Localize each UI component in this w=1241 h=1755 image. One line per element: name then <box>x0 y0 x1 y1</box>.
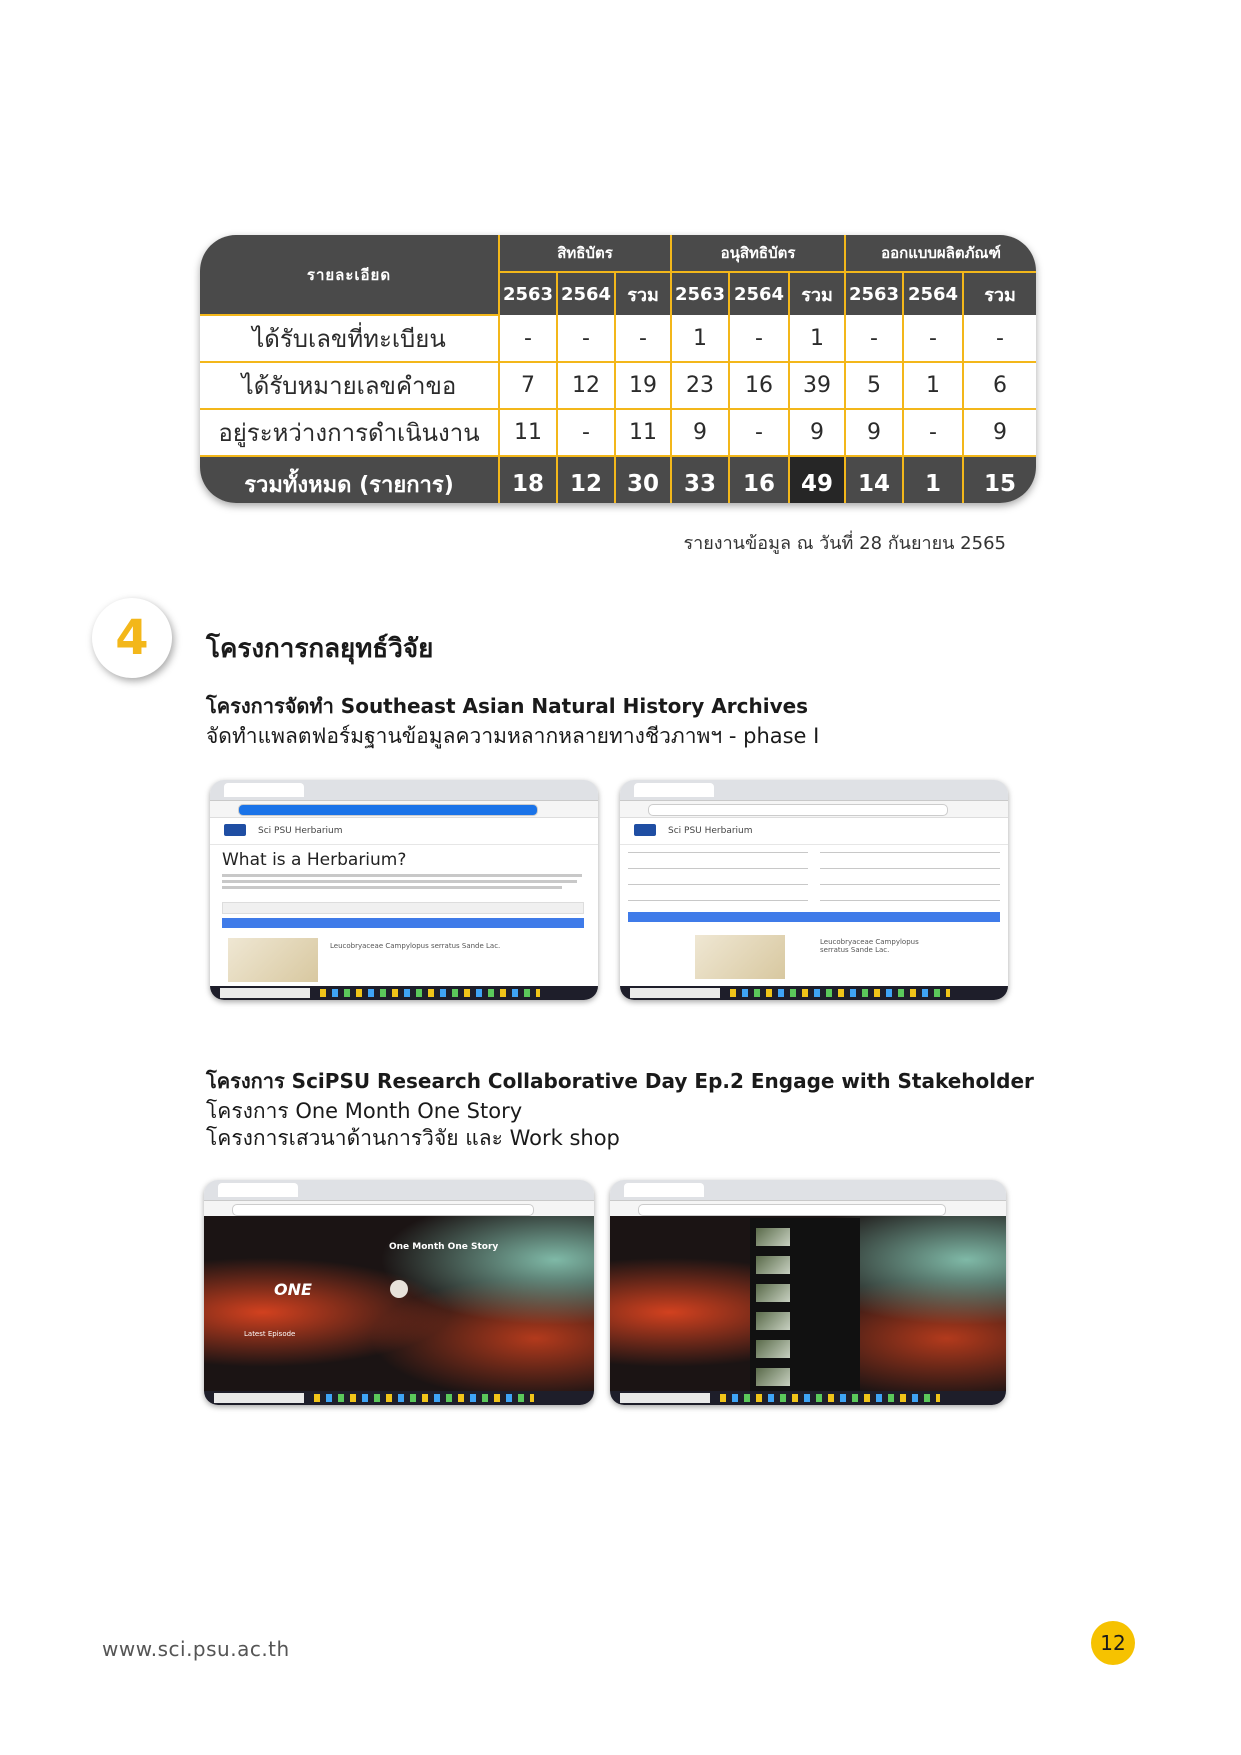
story-logo: ONE <box>274 1280 312 1299</box>
total-label: รวมทั้งหมด (รายการ) <box>200 456 499 503</box>
table-cell: 5 <box>845 362 903 409</box>
year-header: รวม <box>615 272 671 315</box>
avatar <box>390 1280 408 1298</box>
table-cell: 1 <box>671 315 729 362</box>
table-cell: 9 <box>671 409 729 456</box>
row-label: ได้รับเลขที่ทะเบียน <box>200 315 499 362</box>
herbarium-screenshot-home <box>210 780 598 1000</box>
patent-stats-table <box>200 235 1036 503</box>
table-cell: 11 <box>615 409 671 456</box>
total-cell: 30 <box>615 456 671 503</box>
table-cell: 39 <box>789 362 845 409</box>
year-header: 2564 <box>903 272 963 315</box>
table-cell: 23 <box>671 362 729 409</box>
section-title: โครงการกลยุทธ์วิจัย <box>206 634 434 664</box>
section-number-badge: 4 <box>92 598 172 678</box>
story-screenshot-episodes <box>610 1180 1006 1405</box>
table-cell: - <box>845 315 903 362</box>
specimen-caption: Leucobryaceae Campylopus serratus Sande Lac. <box>330 942 501 950</box>
total-cell: 1 <box>903 456 963 503</box>
episode-list <box>750 1218 860 1391</box>
table-cell: 9 <box>789 409 845 456</box>
project1-subtitle: จัดทำแพลตฟอร์มฐานข้อมูลความหลากหลายทางชีวภาพฯ - phase I <box>206 724 820 748</box>
table-corner-label: รายละเอียด <box>200 235 499 315</box>
table-cell: 9 <box>963 409 1036 456</box>
story-page-title: One Month One Story <box>389 1242 499 1252</box>
latest-episode-label: Latest Episode <box>244 1330 296 1338</box>
story-screenshot-home <box>204 1180 594 1405</box>
project2-subtitle-2: โครงการเสวนาด้านการวิจัย และ Work shop <box>206 1126 620 1150</box>
table-cell: - <box>729 315 789 362</box>
table-cell: 16 <box>729 362 789 409</box>
herbarium-screenshot-search <box>620 780 1008 1000</box>
table-cell: 9 <box>845 409 903 456</box>
table-cell: - <box>557 409 615 456</box>
table-cell: - <box>729 409 789 456</box>
table-cell: 11 <box>499 409 557 456</box>
row-label: อยู่ระหว่างการดำเนินงาน <box>200 409 499 456</box>
table-group-header-row <box>200 235 1036 272</box>
year-header: 2564 <box>729 272 789 315</box>
total-cell: 33 <box>671 456 729 503</box>
footer-url: www.sci.psu.ac.th <box>102 1637 290 1661</box>
total-cell: 12 <box>557 456 615 503</box>
table-cell: 7 <box>499 362 557 409</box>
table-cell: 6 <box>963 362 1036 409</box>
herbarium-site-name: Sci PSU Herbarium <box>668 826 753 836</box>
year-header: 2563 <box>671 272 729 315</box>
table-cell: 1 <box>903 362 963 409</box>
table-cell: - <box>615 315 671 362</box>
row-label: ได้รับหมายเลขคำขอ <box>200 362 499 409</box>
table-row <box>200 362 1036 409</box>
herbarium-heading: What is a Herbarium? <box>222 850 407 870</box>
table-cell: 1 <box>789 315 845 362</box>
group-header-petty-patent: อนุสิทธิบัตร <box>671 235 845 272</box>
table-cell: - <box>903 315 963 362</box>
project2-subtitle-1: โครงการ One Month One Story <box>206 1099 523 1123</box>
page-number: 12 <box>1091 1621 1135 1665</box>
project1-title: โครงการจัดทำ Southeast Asian Natural History Archives <box>206 694 809 718</box>
psu-logo-icon <box>634 824 656 836</box>
herbarium-site-name: Sci PSU Herbarium <box>258 826 343 836</box>
total-cell: 49 <box>789 456 845 503</box>
specimen-caption: Leucobryaceae Campylopus serratus Sande Lac. <box>820 938 919 954</box>
project2-title: โครงการ SciPSU Research Collaborative Day Ep.2 Engage with Stakeholder <box>206 1069 1034 1093</box>
table-cell: - <box>963 315 1036 362</box>
year-header: รวม <box>963 272 1036 315</box>
year-header: 2563 <box>845 272 903 315</box>
table-cell: - <box>499 315 557 362</box>
year-header: 2563 <box>499 272 557 315</box>
group-header-design: ออกแบบผลิตภัณฑ์ <box>845 235 1036 272</box>
total-cell: 16 <box>729 456 789 503</box>
table-cell: - <box>903 409 963 456</box>
psu-logo-icon <box>224 824 246 836</box>
total-cell: 18 <box>499 456 557 503</box>
total-cell: 14 <box>845 456 903 503</box>
table-cell: 12 <box>557 362 615 409</box>
table-cell: - <box>557 315 615 362</box>
year-header: 2564 <box>557 272 615 315</box>
total-cell: 15 <box>963 456 1036 503</box>
table-row <box>200 315 1036 362</box>
table-cell: 19 <box>615 362 671 409</box>
table-row <box>200 409 1036 456</box>
year-header: รวม <box>789 272 845 315</box>
table-total-row <box>200 456 1036 503</box>
group-header-patent: สิทธิบัตร <box>499 235 671 272</box>
report-date-note: รายงานข้อมูล ณ วันที่ 28 กันยายน 2565 <box>683 533 1006 554</box>
